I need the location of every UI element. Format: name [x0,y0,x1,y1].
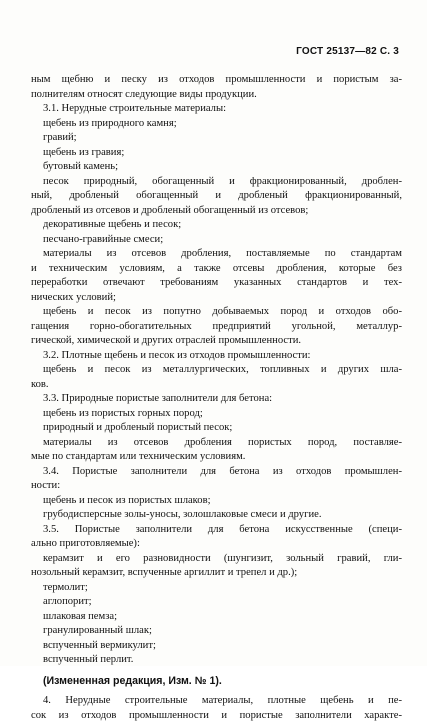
text-line: вспученный вермикулит; [31,639,402,654]
text-line: переработки отвечают требованиям указанных стандартов и тех- [31,276,402,291]
text-line: декоративные щебень и песок; [31,218,402,233]
section-4-lines [31,694,402,723]
text-line: гической, химической и других отраслей промышленности. [31,334,402,349]
text-line: дробленый из отсевов и дробленый обогащенный из отсевов; [31,204,402,219]
text-line: щебень и песок из попутно добываемых пород и отходов обо- [31,305,402,320]
page-header: ГОСТ 25137—82 С. 3 [296,46,399,57]
text-line: 3.5. Пористые заполнители для бетона искусственные (специ- [31,523,402,538]
text-line: песок природный, обогащенный и фракционированный, дроблен- [31,175,402,190]
text-line: щебень из гравия; [31,146,402,161]
text-line: 3.1. Нерудные строительные материалы: [31,102,402,117]
text-line: ным щебню и песку из отходов промышленности и пористым за- [31,73,402,88]
text-line: гащения горно-обогатительных предприятий угольной, металлур- [31,320,402,335]
text-line: грубодисперсные золы-уносы, золошлаковые смеси и другие. [31,508,402,523]
text-line: мые по стандартам или техническим условиям. [31,450,402,465]
text-line: сок из отходов промышленности и пористые заполнители характе- [31,709,402,723]
text-line: материалы из отсевов дробления, поставляемые по стандартам [31,247,402,262]
amendment-note: (Измененная редакция, Изм. № 1). [31,674,402,689]
text-line: ков. [31,378,402,393]
text-line: щебень и песок из металлургических, топливных и других шла- [31,363,402,378]
text-line: аглопорит; [31,595,402,610]
text-line: материалы из отсевов дробления пористых пород, поставляе- [31,436,402,451]
text-line: ный, дробленый обогащенный и дробленый фракционированный, [31,189,402,204]
text-line: нозольный керамзит, вспученные аргиллит и трепел и др.); [31,566,402,581]
text-line: щебень из природного камня; [31,117,402,132]
text-line: полнителям относят следующие виды продукции. [31,88,402,103]
text-line: шлаковая пемза; [31,610,402,625]
text-line: термолит; [31,581,402,596]
text-line: керамзит и его разновидности (шунгизит, зольный гравий, гли- [31,552,402,567]
text-line: и техническим условиям, а также отсевы дробления, которые без [31,262,402,277]
text-line: ально приготовляемые): [31,537,402,552]
text-line: 3.4. Пористые заполнители для бетона из отходов промышлен- [31,465,402,480]
text-line: вспученный перлит. [31,653,402,668]
text-line: 4. Нерудные строительные материалы, плотные щебень и пе- [31,694,402,709]
text-line: бутовый камень; [31,160,402,175]
text-lines [31,73,402,668]
text-line: нических условий; [31,291,402,306]
text-line: щебень и песок из пористых шлаков; [31,494,402,509]
text-line: ности: [31,479,402,494]
text-line: гранулированный шлак; [31,624,402,639]
text-line: гравий; [31,131,402,146]
text-line: природный и дробленый пористый песок; [31,421,402,436]
text-line: песчано-гравийные смеси; [31,233,402,248]
text-line: 3.2. Плотные щебень и песок из отходов промышленности: [31,349,402,364]
text-line: 3.3. Природные пористые заполнители для бетона: [31,392,402,407]
text-line: щебень из пористых горных пород; [31,407,402,422]
document-body [31,73,402,723]
